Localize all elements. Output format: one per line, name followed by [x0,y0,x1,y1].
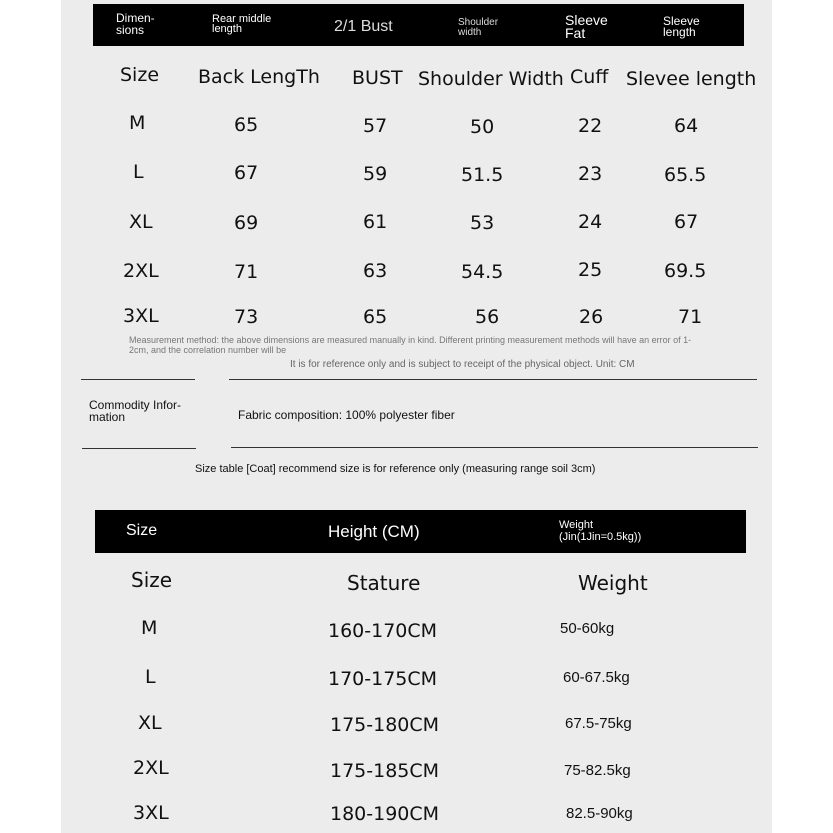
table-cell: 50 [470,116,495,138]
table-cell: 160-170CM [328,620,438,642]
header-sleeve-length: Sleeve length [663,14,700,39]
table-cell: 53 [470,212,495,234]
table-cell: 65 [363,306,388,328]
table-cell: 64 [674,115,699,137]
table-cell: 3XL [123,305,159,327]
table-cell: 73 [234,306,259,328]
table-cell: 57 [363,115,388,137]
table-cell: 67 [234,162,259,184]
header-shoulder-width: Shoulder width [458,17,499,38]
divider [81,379,195,380]
table-cell: 170-175CM [328,668,438,690]
table-cell: 25 [578,259,603,281]
header-sleeve-fat: Sleeve Fat [565,12,608,41]
header-weight-unit: (Jin(1Jin=0.5kg)) [559,531,642,543]
table-cell: 2XL [133,757,169,779]
table-cell: 60-67.5kg [563,669,630,686]
column-title-back-length: Back LengTh [198,66,320,88]
column-title-sleeve-length: Slevee length [626,68,757,90]
table-cell: 180-190CM [330,803,440,825]
table-cell: M [129,112,146,134]
table-cell: 71 [234,261,259,283]
table-cell: 24 [578,211,603,233]
table-cell: 82.5-90kg [566,805,633,822]
header-height: Height (CM) [328,522,420,541]
table-cell: 51.5 [461,164,504,186]
table-cell: 50-60kg [560,620,615,637]
column-title-size: Size [120,64,160,86]
measurement-method-note: Measurement method: the above dimensions are measured manually in kind. Different printing measurement methods will have an error of 1-2cm, and the correlation number will be [129,335,692,355]
table-cell: 56 [475,306,500,328]
commodity-label: Commodity Infor- mation [89,398,182,424]
table-cell: 67 [674,211,699,233]
table-cell: 59 [363,163,388,185]
column-title-bust: BUST [352,67,403,89]
table-cell: 63 [363,260,388,282]
table-cell: 61 [363,211,388,233]
table-cell: 26 [579,306,604,328]
table-cell: 75-82.5kg [564,762,631,779]
table-cell: 23 [578,163,603,185]
header-weight: Weight [559,519,594,531]
reference-note: It is for reference only and is subject to receipt of the physical object. Unit: CM [290,359,635,370]
column-title-weight: Weight [578,571,648,595]
table-cell: XL [129,211,153,233]
table-cell: 65 [234,114,259,136]
table-cell: XL [138,712,162,734]
table-cell: L [145,666,156,688]
table-cell: 2XL [123,260,159,282]
recommend-chart-header [95,510,746,553]
column-title-stature: Stature [347,571,421,595]
header-rear-middle-length: Rear middle length [212,13,272,35]
column-title-cuff: Cuff [570,66,609,88]
divider [82,448,196,449]
header-bust: 2/1 Bust [334,18,393,35]
table-cell: M [141,617,158,639]
table-cell: 71 [678,306,703,328]
table-cell: 65.5 [664,164,707,186]
divider [231,447,758,448]
table-cell: 67.5-75kg [565,715,632,732]
column-title-shoulder-width: Shoulder Width [418,68,564,90]
size-chart-header [93,4,744,46]
column-title-size: Size [131,568,173,592]
table-cell: 175-180CM [330,714,440,736]
fabric-composition: Fabric composition: 100% polyester fiber [238,408,455,422]
table-cell: 69 [234,212,259,234]
table-cell: 69.5 [664,260,707,282]
recommend-note: Size table [Coat] recommend size is for reference only (measuring range soil 3cm) [195,463,596,475]
divider [229,379,757,380]
table-cell: 175-185CM [330,760,440,782]
header-dimensions: Dimen- sions [116,11,155,37]
table-cell: 3XL [133,802,169,824]
table-cell: L [133,161,144,183]
table-cell: 54.5 [461,261,504,283]
header-size: Size [126,522,158,539]
table-cell: 22 [578,115,603,137]
